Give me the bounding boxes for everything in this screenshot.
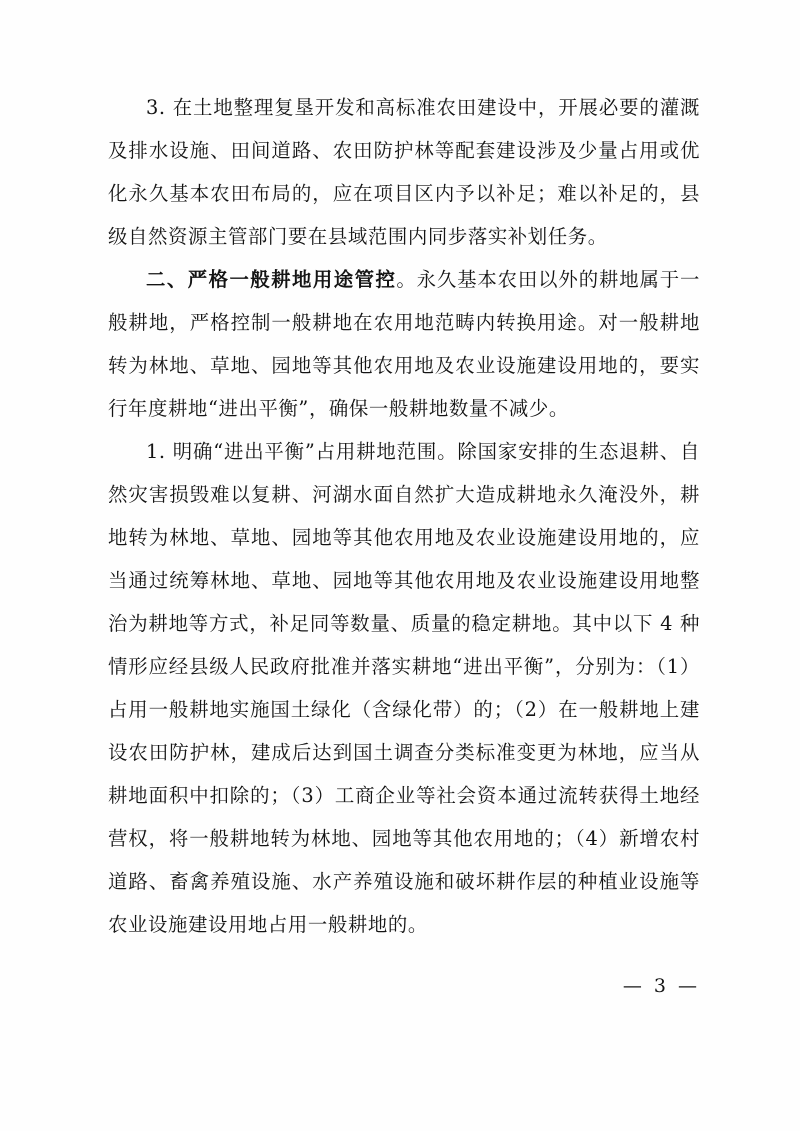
section-two-body: 。永久基本农田以外的耕地属于一般耕地，严格控制一般耕地在农用地范畴内转换用途。对一般耕地转为林地、草地、园地等其他农用地及农业设施建设用地的，要实行年度耕地“进出平衡”，确保一般耕地数量不减少。 [108, 268, 700, 420]
paragraph-balance-scope: 1. 明确“进出平衡”占用耕地范围。除国家安排的生态退耕、自然灾害损毁难以复耕、河湖水面自然扩大造成耕地永久淹没外，耕地转为林地、草地、园地等其他农用地及农业设施建设用地的，应当通过统筹林地、草地、园地等其他农用地及农业设施建设用地整治为耕地等方式，补足同等数量、质量的稳定耕地。其中以下 4 种情形应经县级人民政府批准并落实耕地“进出平衡”，分别为：（1）占用一般耕地实施国土绿化（含绿化带）的；（2）在一般耕地上建设农田防护林，建成后达到国土调查分类标准变更为林地，应当从耕地面积中扣除的；（3）工商企业等社会资本通过流转获得土地经营权，将一般耕地转为林地、园地等其他农用地的；（4）新增农村道路、畜禽养殖设施、水产养殖设施和破坏耕作层的种植业设施等农业设施建设用地占用一般耕地的。 [108, 440, 700, 936]
paragraph-land-consolidation: 3. 在土地整理复垦开发和高标准农田建设中，开展必要的灌溉及排水设施、田间道路、农田防护林等配套建设涉及少量占用或优化永久基本农田布局的，应在项目区内予以补足；难以补足的，县级自然资源主管部门要在县域范围内同步落实补划任务。 [108, 96, 700, 248]
section-heading-two: 二、严格一般耕地用途管控 [146, 268, 397, 291]
page-number: — 3 — [622, 975, 700, 997]
paragraph-section-two [108, 258, 700, 430]
page-body-text [108, 86, 700, 946]
